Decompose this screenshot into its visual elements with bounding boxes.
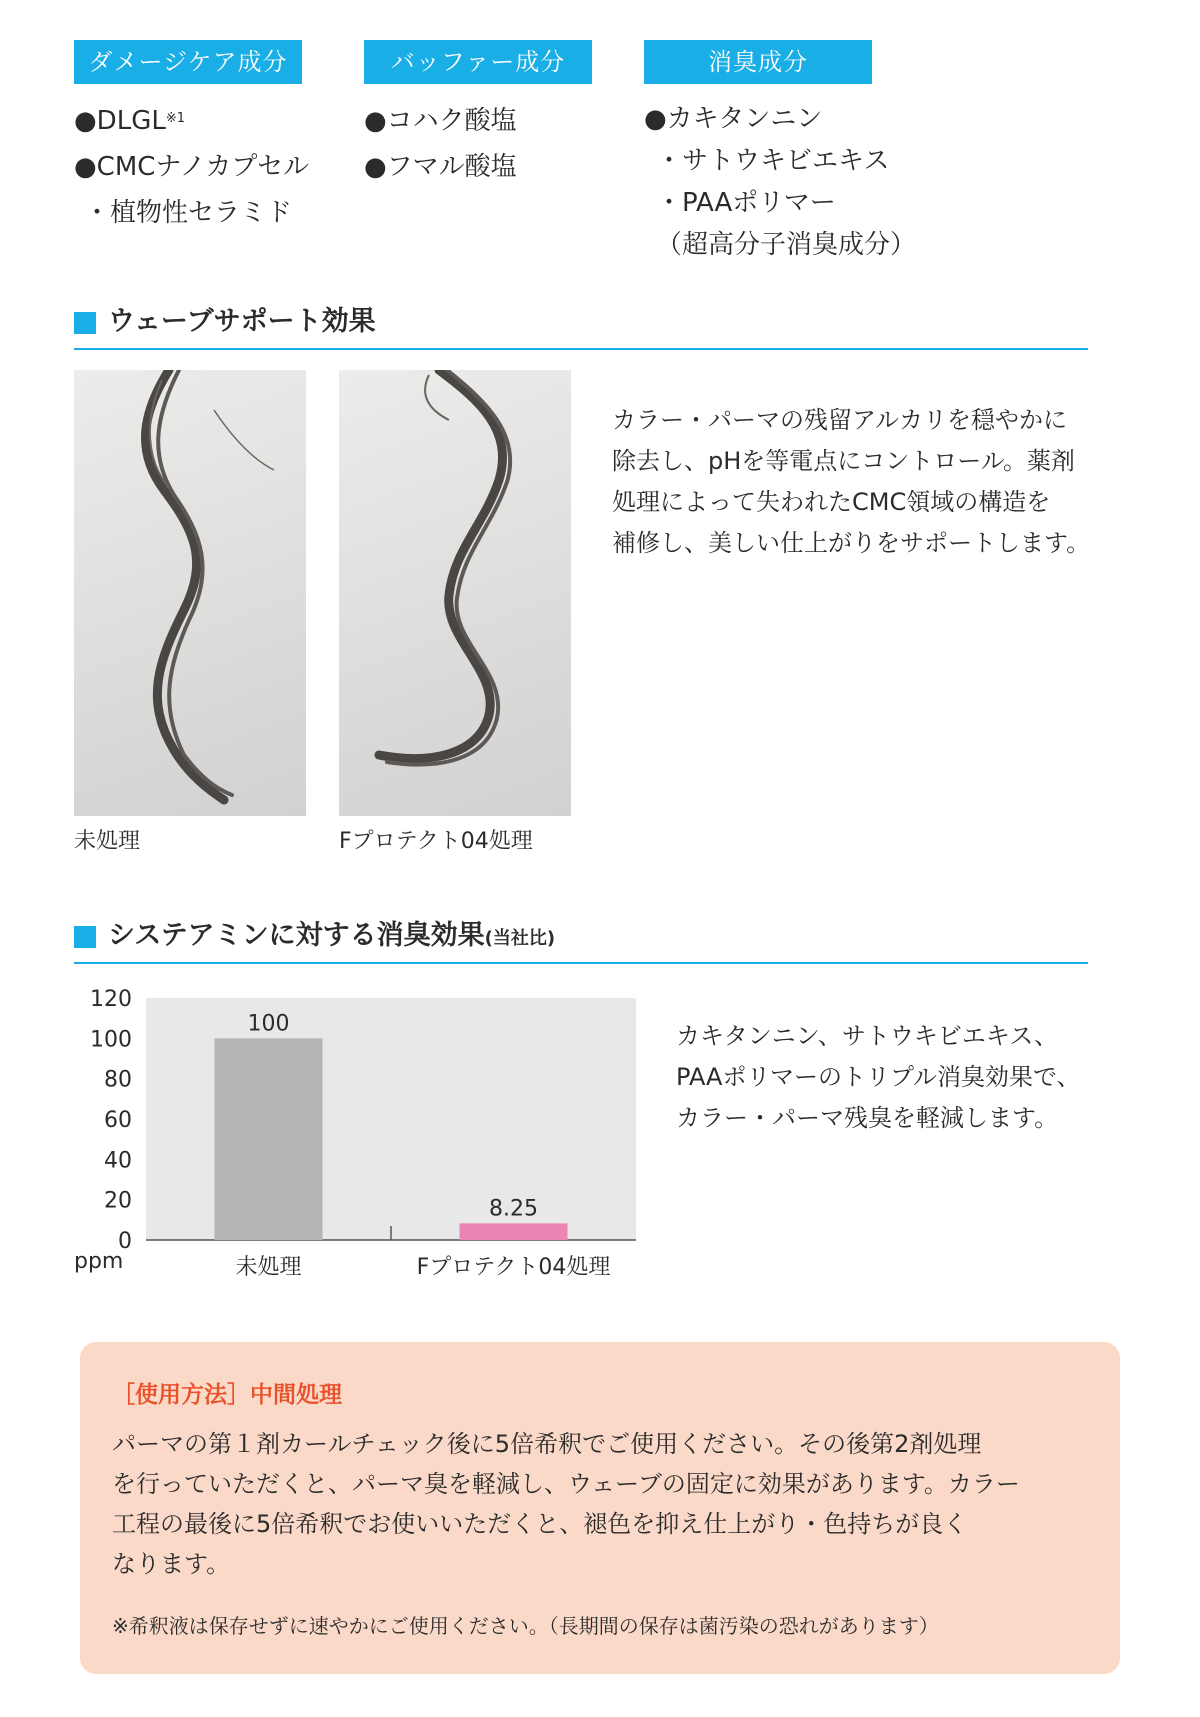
hair-photo-treated [339,370,571,816]
data-label: 100 [247,1011,290,1037]
y-tick-label: 20 [104,1188,132,1214]
bar-chart-svg [70,980,650,1280]
ingredient-item: ●DLGL$^{※1}$ [74,106,185,136]
x-category-label: 未処理 [235,1255,302,1280]
damage-care-tag: ダメージケア成分 [74,40,302,84]
buffer-tag: バッファー成分 [364,40,592,84]
section-square-icon [74,926,96,948]
y-tick-label: 0 [118,1229,132,1254]
deodor-section-header [74,916,1088,964]
title-note: (当社比) [484,928,556,949]
deodor-section-title: システアミンに対する消臭効果(当社比) [108,920,556,951]
wave-section-title: ウェーブサポート効果 [108,306,376,337]
ingredient-item: ・植物性セラミド [84,198,293,228]
usage-body: パーマの第１剤カールチェック後に5倍希釈でご使用ください。その後第2剤処理 を行っていただくと、パーマ臭を軽減し、ウェーブの固定に効果があります。カラー 工程の最後に5倍希釈でお使いいただくと、褪色を抑え仕上がり・色持ちが良く なります。 [112,1430,1020,1578]
wave-section-header [74,302,1088,350]
wave-description: カラー・パーマの残留アルカリを穏やかに 除去し、pHを等電点にコントロール。薬剤 処理によって失われたCMC領域の構造を 補修し、美しい仕上がりをサポートします。 [612,406,1091,557]
bar [215,1038,323,1240]
deodor-chart [70,980,650,1280]
ingredient-item: ●カキタンニン [644,104,823,134]
y-tick-label: 80 [104,1067,132,1093]
y-tick-label: 60 [104,1108,132,1133]
y-unit-label: ppm [74,1249,124,1274]
y-tick-label: 100 [90,1027,132,1053]
ingredient-item: （超高分子消臭成分） [656,230,917,260]
deodor-description: カキタンニン、サトウキビエキス、 PAAポリマーのトリプル消臭効果で、 カラー・パーマ残臭を軽減します。 [676,1022,1081,1132]
deodorant-tag: 消臭成分 [644,40,872,84]
bar [460,1223,568,1240]
ingredient-item: ・サトウキビエキス [656,146,890,176]
ingredient-item: ●コハク酸塩 [364,106,517,136]
x-category-label: Fプロテクト04処理 [416,1255,611,1280]
caption-untreated: 未処理 [74,829,141,854]
y-tick-label: 40 [104,1148,132,1174]
buffer-list [364,98,517,190]
usage-box [80,1342,1120,1674]
usage-title: ［使用方法］中間処理 [112,1382,342,1408]
footnote-mark: ※1 [165,111,185,126]
ingredient-item: ●フマル酸塩 [364,152,517,182]
ingredient-item: ●CMCナノカプセル [74,152,310,182]
deodorant-list [644,98,916,266]
usage-note: ※希釈液は保存せずに速やかにご使用ください。（長期間の保存は菌汚染の恐れがあります） [112,1614,939,1638]
damage-care-list [74,98,309,236]
section-square-icon [74,312,96,334]
ingredient-item: ・PAAポリマー [656,188,836,218]
y-tick-label: 120 [90,987,132,1012]
data-label: 8.25 [489,1196,538,1222]
caption-treated: Fプロテクト04処理 [339,829,533,854]
hair-photo-untreated [74,370,306,816]
